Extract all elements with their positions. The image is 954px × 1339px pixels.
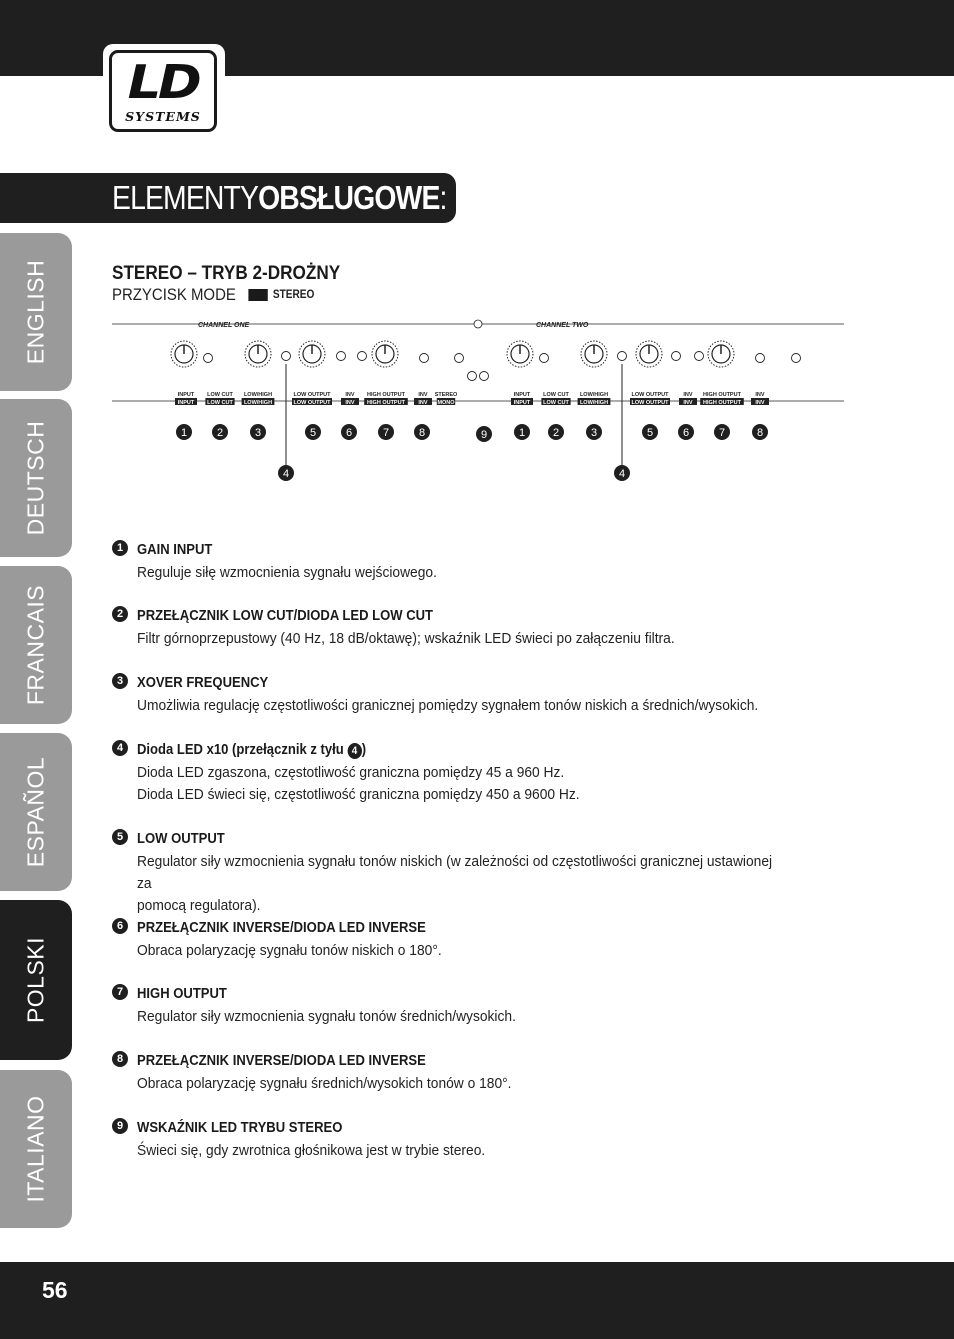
callout-badge <box>250 424 266 440</box>
panel-label: INV <box>683 392 693 398</box>
item-line: Świeci się, gdy zwrotnica głośnikowa jest w trybie stereo. <box>137 1142 486 1159</box>
panel-label: LOW/HIGH <box>579 392 609 398</box>
callout-badge <box>714 424 730 440</box>
led-indicator-icon <box>792 354 801 363</box>
panel-label: HIGH OUTPUT <box>367 392 405 398</box>
panel-label: INV <box>418 400 428 406</box>
panel-label: LOW CUT <box>207 400 233 406</box>
led-indicator-icon <box>756 354 765 363</box>
callout-badge <box>341 424 357 440</box>
panel-label: LOW/HIGH <box>579 400 609 406</box>
item-title: PRZEŁĄCZNIK INVERSE/DIODA LED INVERSE <box>137 920 426 936</box>
led-indicator-icon <box>540 354 549 363</box>
tab-polski[interactable] <box>0 900 72 1060</box>
rotary-knob-icon <box>299 341 325 367</box>
item-text <box>137 762 790 806</box>
section-title: STEREO – TRYB 2-DROŻNY <box>112 262 341 284</box>
svg-text:3: 3 <box>590 427 598 439</box>
panel-label: HIGH OUTPUT <box>703 392 741 398</box>
channel-one-label: CHANNEL ONE <box>198 322 250 329</box>
callout-badge <box>548 424 564 440</box>
mode-line <box>112 285 314 305</box>
callout-badge <box>752 424 768 440</box>
callout-badge <box>176 424 192 440</box>
item-title: GAIN INPUT <box>137 542 213 558</box>
number-badge: 4 <box>347 743 361 759</box>
footer-bar <box>0 1262 954 1339</box>
channel-two-label: CHANNEL TWO <box>536 322 589 329</box>
led-indicator-icon <box>480 372 489 381</box>
rotary-knob-icon <box>636 341 662 367</box>
callout-badge <box>378 424 394 440</box>
led-indicator-icon <box>204 354 213 363</box>
number-badge: 9 <box>112 1118 128 1134</box>
number-badge: 6 <box>112 918 128 934</box>
panel-label: STEREO <box>434 392 458 398</box>
mode-value: STEREO <box>272 289 315 301</box>
callout-badge <box>514 424 530 440</box>
item-text <box>137 695 790 717</box>
rotary-knob-icon <box>245 341 271 367</box>
panel-label: LOW CUT <box>543 400 569 406</box>
item-title: LOW OUTPUT <box>137 831 225 847</box>
led-indicator-icon <box>455 354 464 363</box>
item-text <box>137 1073 790 1095</box>
rotary-knob-icon <box>708 341 734 367</box>
item-text <box>137 851 790 917</box>
led-indicator-icon <box>337 352 346 361</box>
item-line: Regulator siły wzmocnienia sygnału tonów średnich/wysokich. <box>137 1008 516 1025</box>
tab-label: POLSKI <box>22 936 49 1024</box>
tab-label: ESPAÑOL <box>22 756 49 868</box>
tab-espanol[interactable] <box>0 733 72 891</box>
led-indicator-icon <box>672 352 681 361</box>
svg-text:1: 1 <box>518 427 526 439</box>
led-indicator-icon <box>358 352 367 361</box>
logo-subtitle: SYSTEMS <box>125 109 201 124</box>
svg-text:6: 6 <box>682 427 690 439</box>
item-text <box>137 1140 790 1162</box>
item-title: PRZEŁĄCZNIK INVERSE/DIODA LED INVERSE <box>137 1053 426 1069</box>
panel-label: INPUT <box>177 400 195 406</box>
title-light: ELEMENTY <box>112 179 259 216</box>
item-text <box>137 562 790 584</box>
tab-label: ENGLISH <box>22 259 49 365</box>
number-badge: 7 <box>112 984 128 1000</box>
svg-text:2: 2 <box>552 427 560 439</box>
item-title: XOVER FREQUENCY <box>137 675 269 691</box>
tab-francais[interactable] <box>0 566 72 724</box>
panel-label: INV <box>345 392 355 398</box>
led-indicator-icon <box>282 352 291 361</box>
item-line: Reguluje siłę wzmocnienia sygnału wejściowego. <box>137 564 437 581</box>
callout-badge <box>278 465 294 481</box>
panel-label: INPUT <box>513 400 531 406</box>
callout-badge <box>476 426 492 442</box>
svg-text:3: 3 <box>254 427 262 439</box>
led-indicator-icon <box>468 372 477 381</box>
callout-badge <box>586 424 602 440</box>
rotary-knob-icon <box>507 341 533 367</box>
panel-label: INV <box>755 392 765 398</box>
number-badge: 4 <box>112 740 128 756</box>
panel-label: LOW OUTPUT <box>293 392 331 398</box>
item-text <box>137 1006 790 1028</box>
item-title-text: Dioda LED x10 (przełącznik z tyłu <box>137 742 344 758</box>
item-line: Obraca polaryzację sygnału średnich/wysokich tonów o 180°. <box>137 1075 512 1092</box>
item-text <box>137 628 790 650</box>
tab-italiano[interactable] <box>0 1070 72 1228</box>
panel-label: LOW CUT <box>207 392 233 398</box>
tab-english[interactable] <box>0 233 72 391</box>
panel-label: HIGH OUTPUT <box>367 400 405 406</box>
title-bold: OBSŁUGOWE <box>258 179 440 216</box>
item-line: Filtr górnoprzepustowy (40 Hz, 18 dB/oktawę); wskaźnik LED świeci po załączeniu filtra. <box>137 630 675 647</box>
svg-text:5: 5 <box>646 427 654 439</box>
callout-badge <box>305 424 321 440</box>
item-title: PRZEŁĄCZNIK LOW CUT/DIODA LED LOW CUT <box>137 608 434 624</box>
tab-label: DEUTSCH <box>22 420 49 536</box>
item-title: WSKAŹNIK LED TRYBU STEREO <box>137 1120 343 1136</box>
svg-text:1: 1 <box>180 427 188 439</box>
svg-text:2: 2 <box>216 427 224 439</box>
callout-badge <box>414 424 430 440</box>
panel-label: INPUT <box>177 392 195 398</box>
page-number: 56 <box>42 1277 68 1303</box>
logo-mark: LD <box>127 55 199 109</box>
led-indicator-icon <box>695 352 704 361</box>
number-badge: 1 <box>112 540 128 556</box>
item-line: Umożliwia regulację częstotliwości granicznej pomiędzy sygnałem tonów niskich a średnich/wysokich. <box>137 697 759 714</box>
mode-label: PRZYCISK MODE <box>112 285 236 304</box>
panel-label: LOW CUT <box>543 392 569 398</box>
page-title <box>112 178 447 218</box>
panel-label: LOW OUTPUT <box>293 400 331 406</box>
svg-text:5: 5 <box>309 427 317 439</box>
item-line: Dioda LED zgaszona, częstotliwość graniczna pomiędzy 45 a 960 Hz. <box>137 764 565 781</box>
tab-label: ITALIANO <box>22 1095 49 1203</box>
svg-text:6: 6 <box>345 427 353 439</box>
rotary-knob-icon <box>581 341 607 367</box>
svg-text:4: 4 <box>282 468 290 480</box>
svg-text:7: 7 <box>382 427 390 439</box>
led-indicator-icon <box>420 354 429 363</box>
rotary-knob-icon <box>372 341 398 367</box>
panel-screw-icon <box>474 320 482 328</box>
number-badge: 2 <box>112 606 128 622</box>
svg-text:7: 7 <box>718 427 726 439</box>
item-title-end: ) <box>361 742 367 758</box>
ld-systems-logo <box>103 44 225 140</box>
panel-label: LOW OUTPUT <box>631 400 669 406</box>
callout-badge <box>678 424 694 440</box>
panel-label: HIGH OUTPUT <box>703 400 741 406</box>
panel-label: MONO <box>437 400 455 406</box>
panel-label: INV <box>755 400 765 406</box>
svg-text:9: 9 <box>480 429 488 441</box>
panel-label: INV <box>418 392 428 398</box>
item-line: pomocą regulatora). <box>137 897 261 914</box>
item-title: HIGH OUTPUT <box>137 986 227 1002</box>
item-line: Regulator siły wzmocnienia sygnału tonów niskich (w zależności od częstotliwości granicznej ustawionej za <box>137 853 773 892</box>
item-text <box>137 940 790 962</box>
callout-badge <box>642 424 658 440</box>
panel-label: LOW OUTPUT <box>631 392 669 398</box>
panel-label: LOW/HIGH <box>243 400 273 406</box>
callout-badge <box>212 424 228 440</box>
rotary-knob-icon <box>171 341 197 367</box>
number-badge: 3 <box>112 673 128 689</box>
tab-label: FRANCAIS <box>22 584 49 706</box>
panel-label: INV <box>683 400 693 406</box>
svg-text:8: 8 <box>756 427 764 439</box>
svg-text:8: 8 <box>418 427 426 439</box>
number-badge: 8 <box>112 1051 128 1067</box>
number-badge: 5 <box>112 829 128 845</box>
mode-button-icon <box>248 289 267 301</box>
title-suffix: : <box>439 179 447 216</box>
panel-label: INPUT <box>513 392 531 398</box>
panel-label: INV <box>345 400 355 406</box>
item-line: Obraca polaryzację sygnału tonów niskich o 180°. <box>137 942 442 959</box>
panel-label: LOW/HIGH <box>243 392 273 398</box>
callout-badge <box>614 465 630 481</box>
tab-deutsch[interactable] <box>0 399 72 557</box>
item-title <box>137 742 366 759</box>
led-indicator-icon <box>618 352 627 361</box>
item-line: Dioda LED świeci się, częstotliwość graniczna pomiędzy 450 a 9600 Hz. <box>137 786 580 803</box>
svg-text:4: 4 <box>618 468 626 480</box>
front-panel-diagram <box>110 316 846 488</box>
